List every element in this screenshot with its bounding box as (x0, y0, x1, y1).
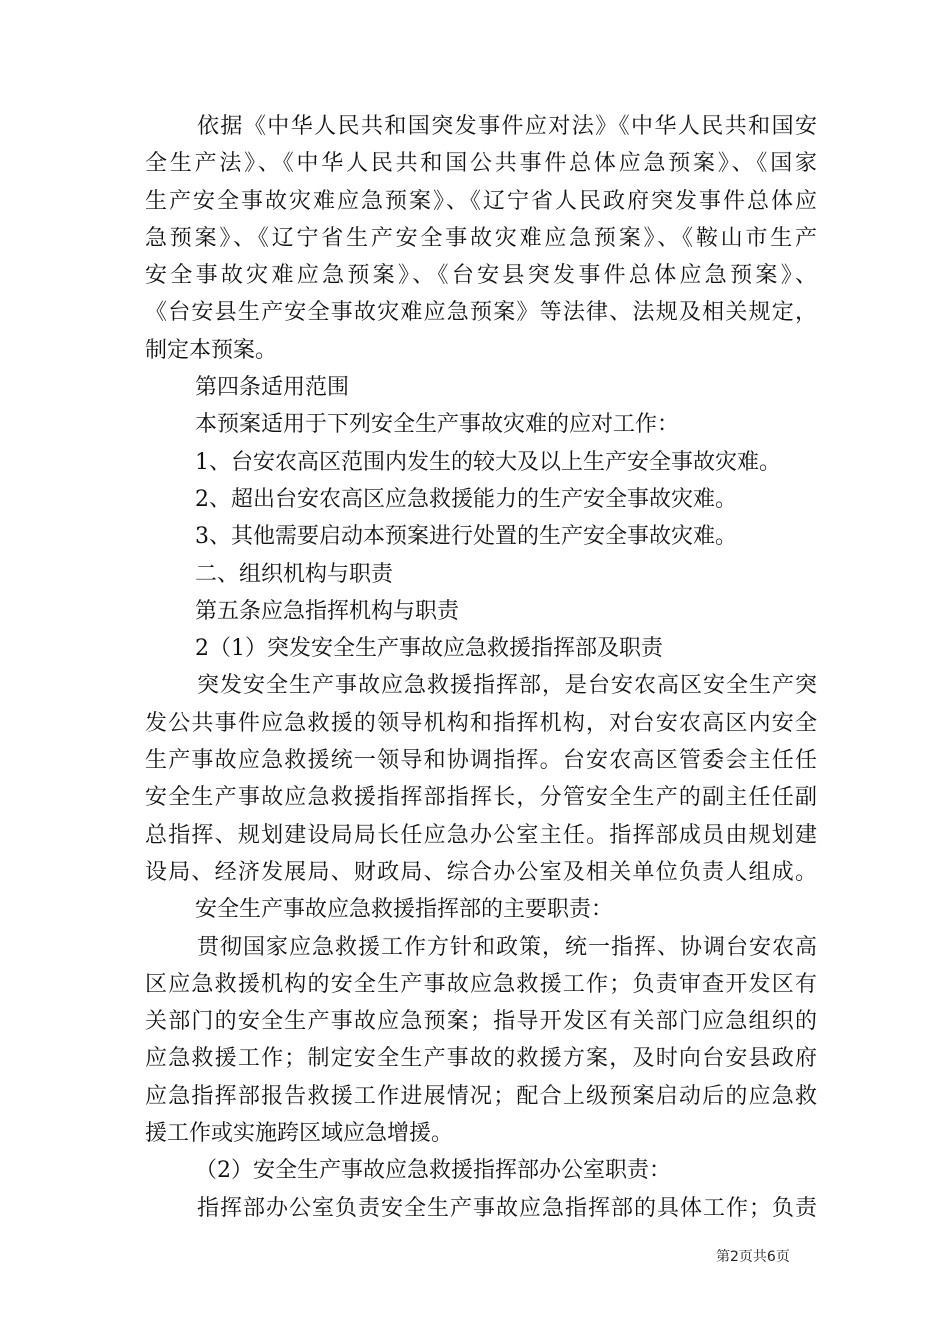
text-line: 本预案适用于下列安全生产事故灾难的应对工作： (195, 412, 680, 438)
text-line: 指挥部办公室负责安全生产事故应急指挥部的具体工作；负责 (197, 1195, 817, 1221)
text-line: 设局、经济发展局、财政局、综合办公室及相关单位负责人组成。 (145, 859, 817, 885)
text-line: 安全生产事故应急救援指挥部指挥长，分管安全生产的副主任任副 (145, 785, 817, 811)
text-line: 3、其他需要启动本预案进行处置的生产安全事故灾难。 (195, 524, 737, 550)
text-line: 第五条应急指挥机构与职责 (195, 598, 460, 624)
page-number: 第2页共6页 (716, 1249, 790, 1265)
text-line: 突发安全生产事故应急救援指挥部，是台安农高区安全生产突 (197, 673, 817, 699)
text-line: 《台安县生产安全事故灾难应急预案》等法律、法规及相关规定， (145, 300, 817, 326)
text-line: 发公共事件应急救援的领导机构和指挥机构，对台安农高区内安全 (145, 710, 817, 736)
text-line: 贯彻国家应急救援工作方针和政策，统一指挥、协调台安农高 (197, 934, 817, 960)
text-line: 制定本预案。 (145, 337, 278, 363)
text-line: 关部门的安全生产事故应急预案；指导开发区有关部门应急组织的 (145, 1009, 817, 1035)
text-line: 总指挥、规划建设局局长任应急办公室主任。指挥部成员由规划建 (145, 822, 817, 848)
text-line: 全生产法》、《中华人民共和国公共事件总体应急预案》、《国家 (145, 151, 817, 177)
text-line: 生产安全事故灾难应急预案》、《辽宁省人民政府突发事件总体应 (145, 188, 817, 214)
text-line: 应急救援工作；制定安全生产事故的救援方案，及时向台安县政府 (145, 1046, 817, 1072)
text-line: （2）安全生产事故应急救援指挥部办公室职责： (195, 1158, 671, 1184)
text-line: 1、台安农高区范围内发生的较大及以上生产安全事故灾难。 (195, 449, 781, 475)
text-line: 第四条适用范围 (195, 375, 350, 401)
text-line: 区应急救援机构的安全生产事故应急救援工作；负责审查开发区有 (145, 971, 817, 997)
text-line: 援工作或实施跨区域应急增援。 (145, 1121, 454, 1147)
text-line: 2、超出台安农高区应急救援能力的生产安全事故灾难。 (195, 486, 737, 512)
text-line: 生产事故应急救援统一领导和协调指挥。台安农高区管委会主任任 (145, 748, 817, 774)
document-body (145, 108, 817, 1227)
text-line: 二、组织机构与职责 (195, 561, 394, 587)
text-line: 急预案》、《辽宁省生产安全事故灾难应急预案》、《鞍山市生产 (145, 225, 817, 251)
text-line: 安全事故灾难应急预案》、《台安县突发事件总体应急预案》、 (145, 263, 817, 289)
text-line: 2（1）突发安全生产事故应急救援指挥部及职责 (195, 636, 663, 662)
text-line: 依据《中华人民共和国突发事件应对法》《中华人民共和国安 (197, 114, 817, 139)
text-line: 应急指挥部报告救援工作进展情况；配合上级预案启动后的应急救 (145, 1083, 817, 1109)
text-line: 安全生产事故应急救援指挥部的主要职责： (195, 897, 614, 923)
